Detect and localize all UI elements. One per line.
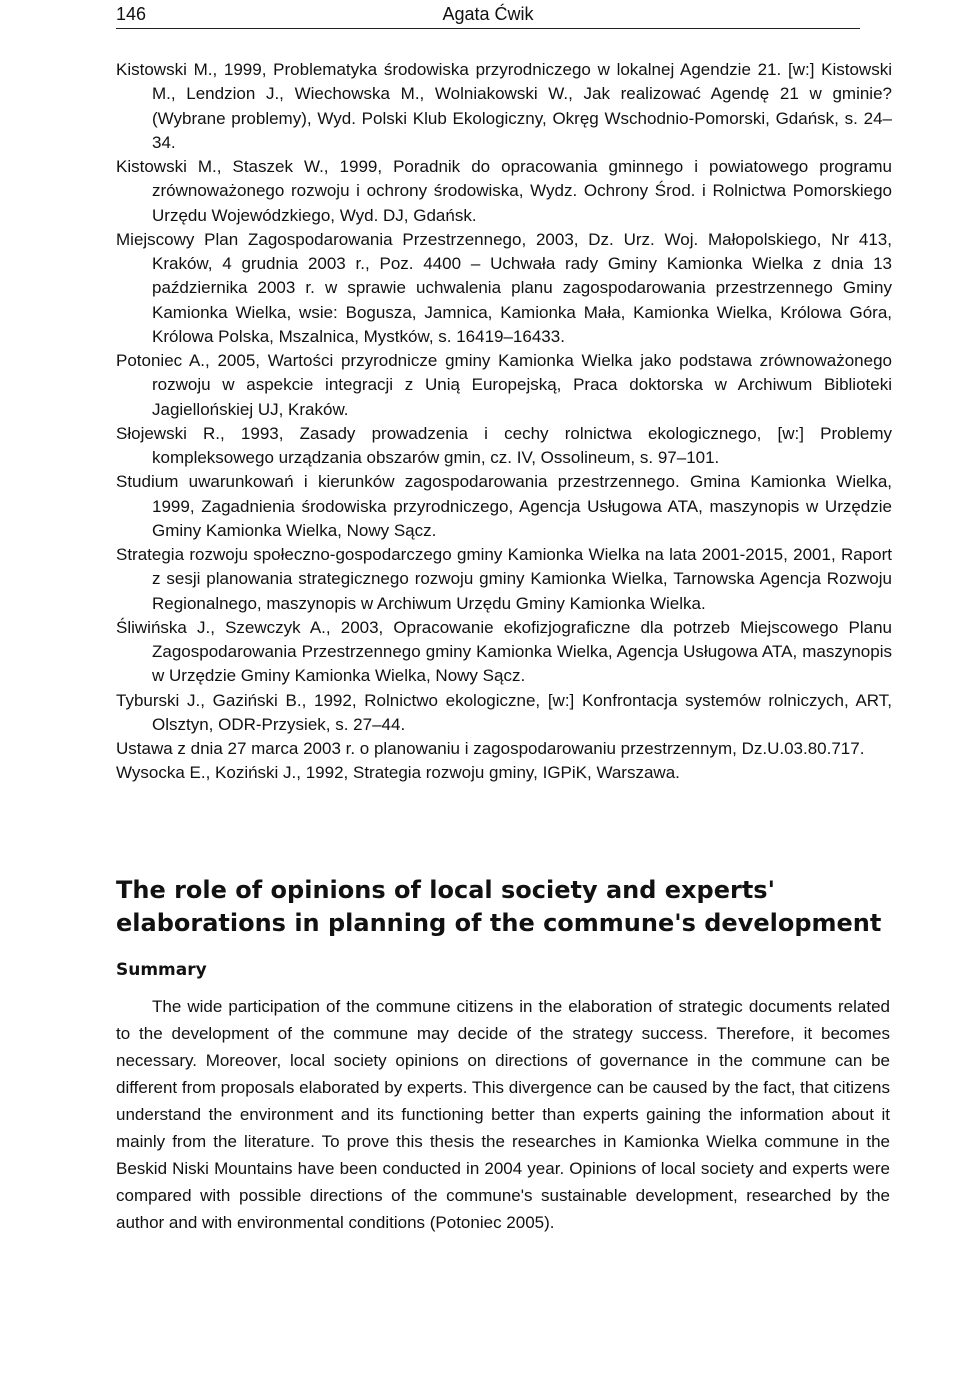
running-head-author: Agata Ćwik	[442, 4, 534, 24]
reference-entry: Kistowski M., 1999, Problematyka środowiska przyrodniczego w lokalnej Agendzie 21. [w:] Kistowski M., Lendzion J., Wiechowska M., Wolniakowski W., Jak realizować Agendę 21 w gminie? (Wybrane problemy), Wyd. Polski Klub Ekologiczny, Okręg Wschodnio-Pomorski, Gdańsk, s. 24–34.	[116, 60, 892, 152]
reference-entry: Śliwińska J., Szewczyk A., 2003, Opracowanie ekofizjograficzne dla potrzeb Miejscowego Planu Zagospodarowania Przestrzennego gminy Kamionka Wielka, Agencja Usługowa ATA, maszynopis w Urzędzie Gminy Kamionka Wielka, Nowy Sącz.	[116, 617, 892, 686]
reference-entry: Kistowski M., Staszek W., 1999, Poradnik do opracowania gminnego i powiatowego programu zrównoważonego rozwoju i ochrony środowiska, Wydz. Ochrony Środ. i Rolnictwa Pomorskiego Urzędu Wojewódzkiego, Wyd. DJ, Gdańsk.	[116, 157, 892, 225]
reference-entry: Miejscowy Plan Zagospodarowania Przestrzennego, 2003, Dz. Urz. Woj. Małopolskiego, Nr 413, Kraków, 4 grudnia 2003 r., Poz. 4400 – Uchwała rady Gminy Kamionka Wielka z dnia 13 października 2003 r. w sprawie uchwalenia planu zagospodarowania przestrzennego Gminy Kamionka Wielka, wsie: Bogusza, Jamnica, Kamionka Mała, Kamionka Wielka, Królowa Góra, Królowa Polska, Mszalnica, Mystków, s. 16419–16433.	[116, 229, 892, 346]
reference-entry: Studium uwarunkowań i kierunków zagospodarowania przestrzennego. Gmina Kamionka Wielka, 1999, Zagadnienia środowiska przyrodniczego, Agencja Usługowa ATA, maszynopis w Urzędzie Gminy Kamionka Wielka, Nowy Sącz.	[116, 472, 892, 540]
reference-entry: Słojewski R., 1993, Zasady prowadzenia i cechy rolnictwa ekologicznego, [w:] Problemy kompleksowego urządzania obszarów gmin, cz. IV, Ossolineum, s. 97–101.	[116, 423, 892, 467]
summary-heading: Summary	[116, 960, 207, 980]
reference-list	[116, 58, 892, 786]
reference-entry: Strategia rozwoju społeczno-gospodarczego gminy Kamionka Wielka na lata 2001-2015, 2001, Raport z sesji planowania strategicznego rozwoju gminy Kamionka Wielka, Tarnowska Agencja Rozwoju Regionalnego, maszynopis w Archiwum Urzędu Gminy Kamionka Wielka.	[116, 545, 892, 613]
reference-entry: Tyburski J., Gaziński B., 1992, Rolnictwo ekologiczne, [w:] Konfrontacja systemów rolniczych, ART, Olsztyn, ODR-Przysiek, s. 27–44.	[116, 690, 892, 734]
reference-entry: Ustawa z dnia 27 marca 2003 r. o planowaniu i zagospodarowaniu przestrzennym, Dz.U.03.80.717.	[116, 739, 865, 758]
page-number: 146	[116, 4, 147, 24]
reference-entry: Potoniec A., 2005, Wartości przyrodnicze gminy Kamionka Wielka jako podstawa zrównoważonego rozwoju w aspekcie integracji z Unią Europejską, Praca doktorska w Archiwum Biblioteki Jagiellońskiej UJ, Kraków.	[116, 351, 892, 419]
english-title: The role of opinions of local society and experts' elaborations in planning of the commune's development	[116, 876, 882, 937]
summary-paragraph: The wide participation of the commune citizens in the elaboration of strategic documents related to the development of the commune may decide of the strategy success. Therefore, it becomes necessary. Moreover, local society opinions on directions of governance in the commune can be different from proposals elaborated by experts. This divergence can be caused by the fact, that citizens understand the environment and its functioning better than experts gaining the information about it mainly from the literature. To prove this thesis the researches in Kamionka Wielka commune in the Beskid Niski Mountains have been conducted in 2004 year. Opinions of local society and experts were compared with possible directions of the commune's sustainable development, researched by the author and with environmental conditions (Potoniec 2005).	[116, 997, 890, 1232]
running-header	[116, 2, 860, 29]
reference-entry: Wysocka E., Koziński J., 1992, Strategia rozwoju gminy, IGPiK, Warszawa.	[116, 763, 680, 783]
